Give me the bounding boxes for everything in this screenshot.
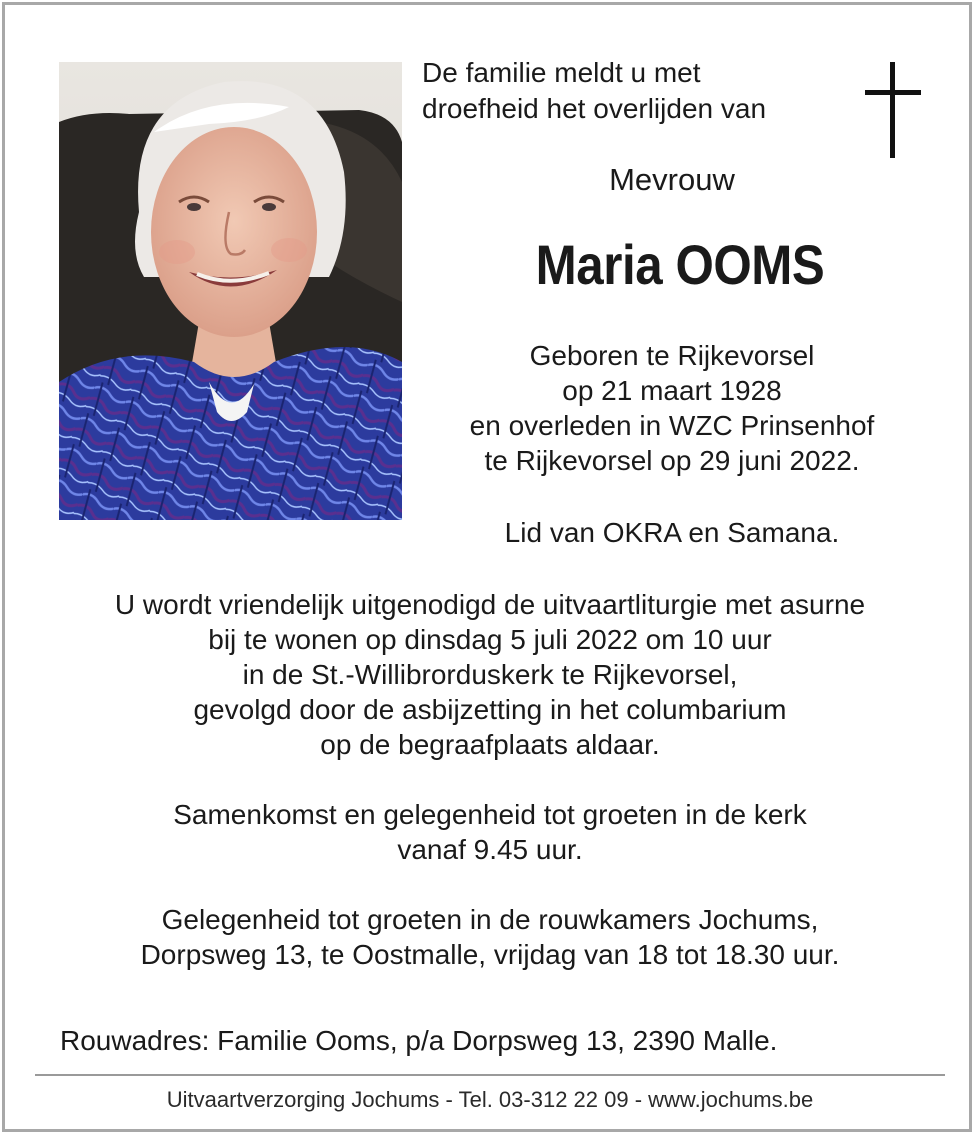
footer-divider	[35, 1074, 945, 1076]
portrait-photo	[59, 62, 402, 520]
deceased-title: Mevrouw	[609, 162, 735, 197]
portrait-illustration	[59, 62, 402, 520]
visitation-line: Dorpsweg 13, te Oostmalle, vrijdag van 18 tot 18.30 uur.	[140, 939, 840, 970]
cross-icon	[865, 62, 921, 158]
visitation-line: Gelegenheid tot groeten in de rouwkamers Jochums,	[161, 904, 819, 935]
deceased-name	[430, 232, 930, 298]
intro-line: De familie meldt u met	[422, 57, 701, 88]
gathering-line: vanaf 9.45 uur.	[397, 834, 583, 865]
membership-text: Lid van OKRA en Samana.	[504, 517, 840, 548]
deceased-name-text: Maria OOMS	[535, 233, 825, 296]
visitation-info	[40, 902, 940, 972]
funeral-line: U wordt vriendelijk uitgenodigd de uitvaartliturgie met asurne	[114, 589, 866, 620]
birth-death-line: en overleden in WZC Prinsenhof	[469, 410, 875, 441]
birth-death-line: op 21 maart 1928	[562, 375, 782, 406]
funeral-line: gevolgd door de asbijzetting in het columbarium	[193, 694, 787, 725]
undertaker-footer: Uitvaartverzorging Jochums - Tel. 03-312 22 09 - www.jochums.be	[166, 1087, 814, 1112]
birth-death-details	[422, 338, 922, 478]
mourning-address: Rouwadres: Familie Ooms, p/a Dorpsweg 13, 2390 Malle.	[60, 1025, 778, 1056]
birth-death-line: te Rijkevorsel op 29 juni 2022.	[484, 445, 860, 476]
intro-text	[422, 55, 842, 127]
intro-line: droefheid het overlijden van	[422, 93, 767, 124]
funeral-line: in de St.-Willibrorduskerk te Rijkevorsel,	[242, 659, 738, 690]
funeral-line: bij te wonen op dinsdag 5 juli 2022 om 10 uur	[208, 624, 772, 655]
funeral-invitation	[40, 587, 940, 762]
gathering-info	[40, 797, 940, 867]
gathering-line: Samenkomst en gelegenheid tot groeten in de kerk	[173, 799, 807, 830]
funeral-line: op de begraafplaats aldaar.	[320, 729, 660, 760]
birth-death-line: Geboren te Rijkevorsel	[529, 340, 815, 371]
